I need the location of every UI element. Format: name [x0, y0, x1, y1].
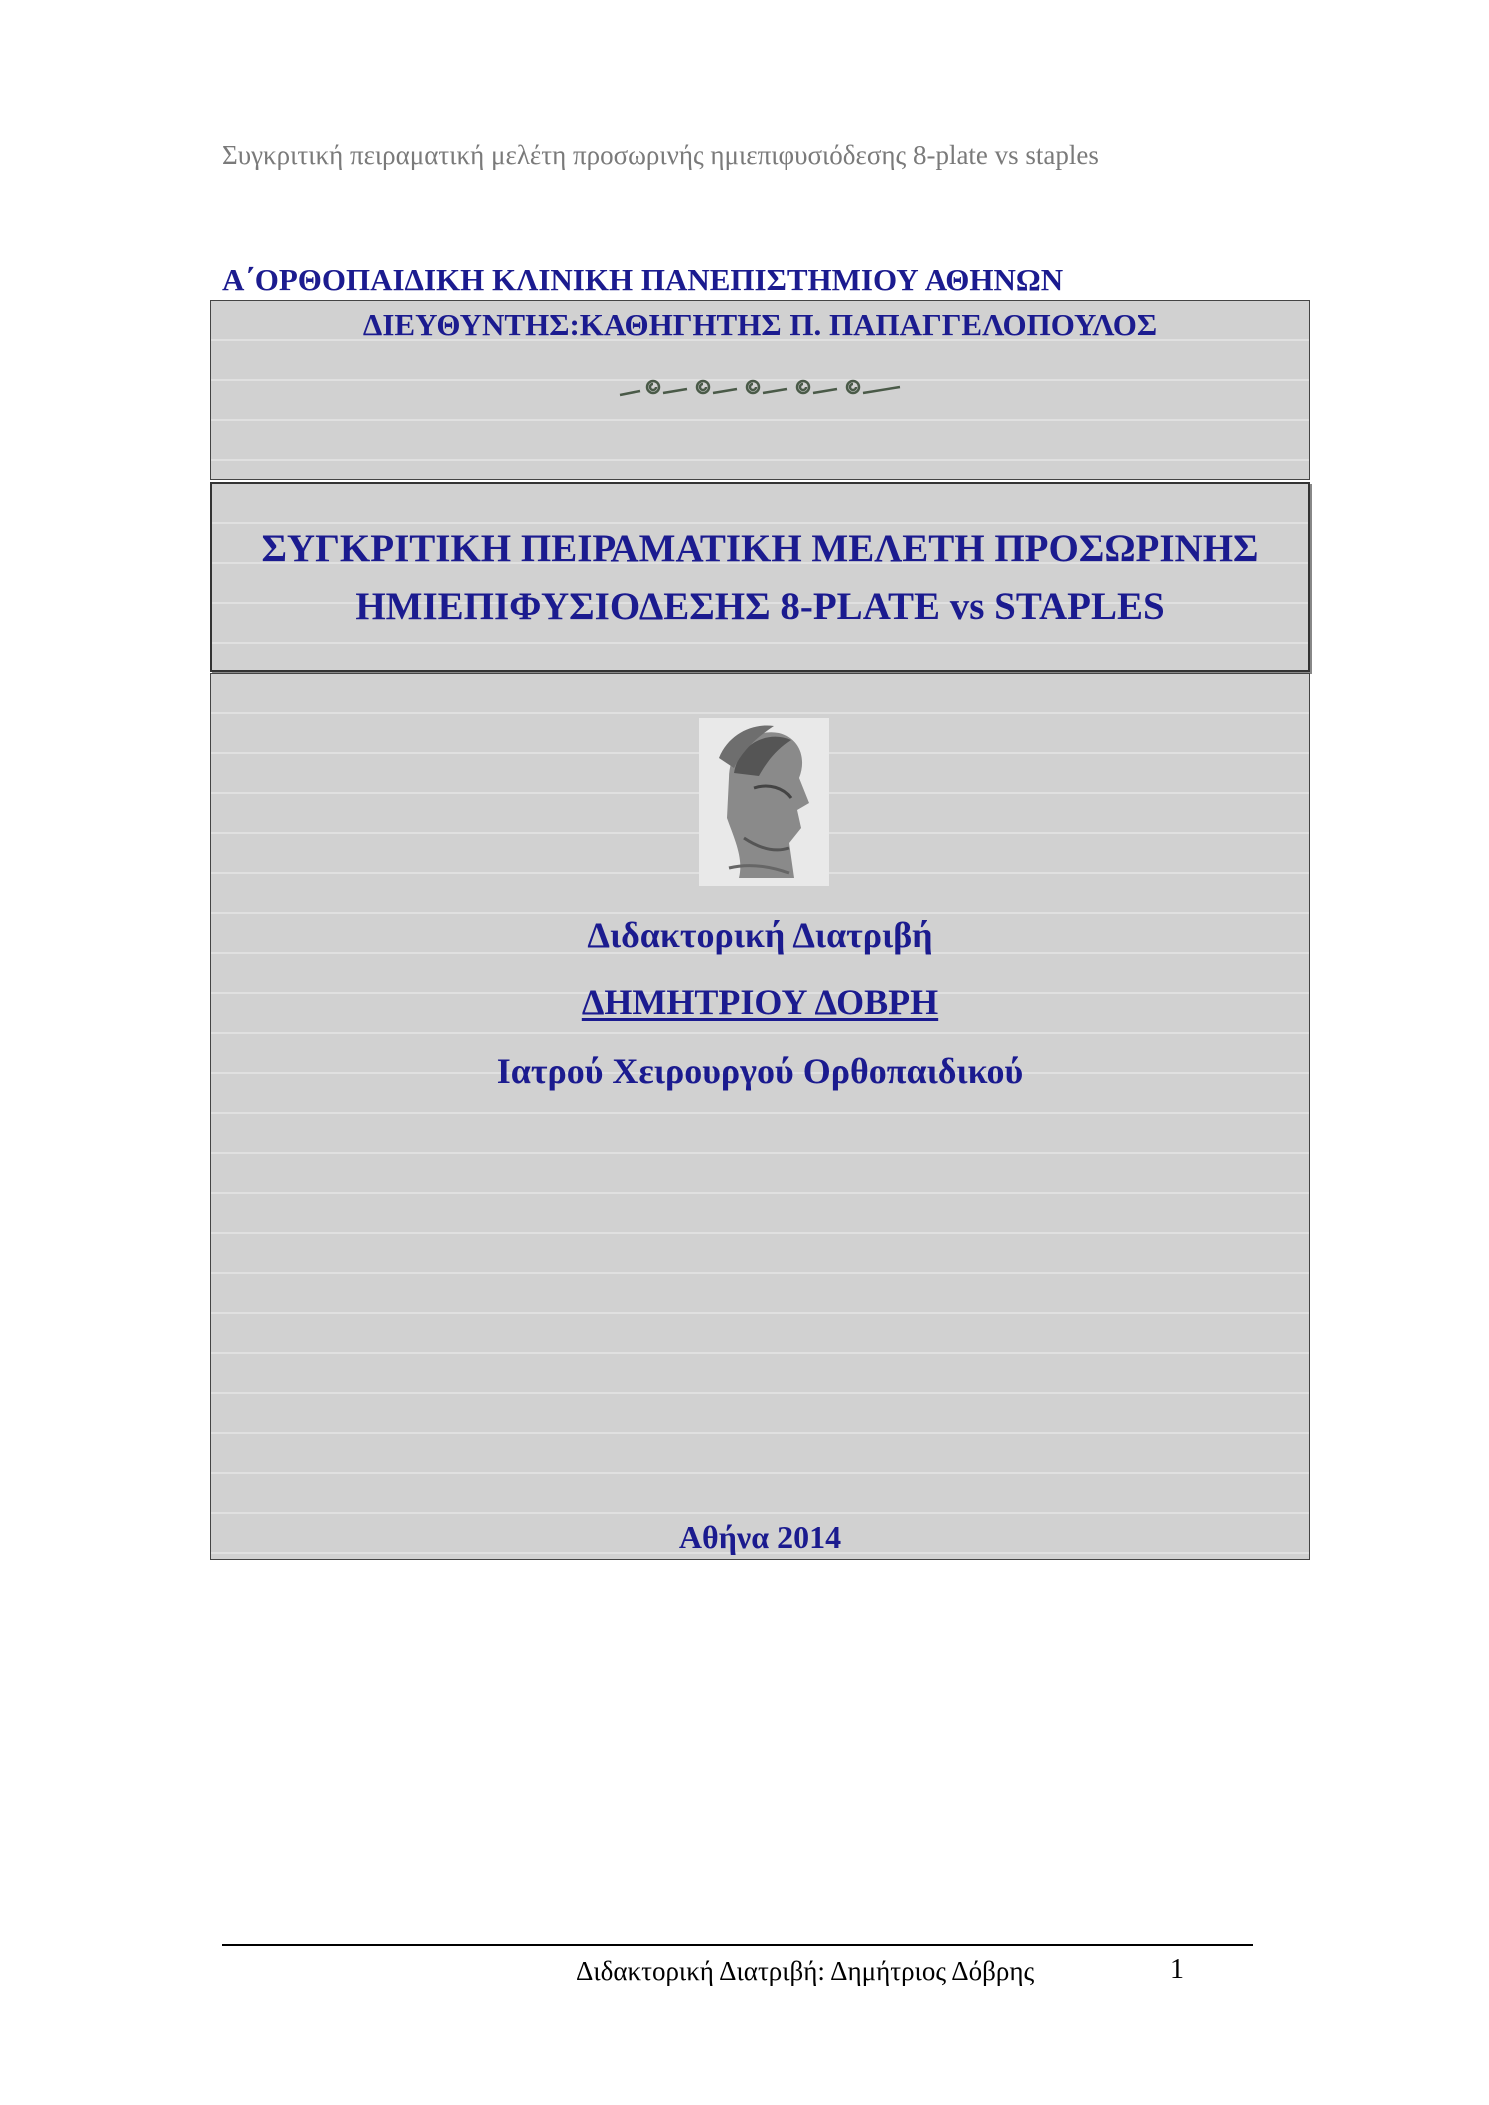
title-box — [210, 482, 1310, 672]
author-profession: Ιατρού Χειρουργού Ορθοπαιδικού — [496, 1051, 1024, 1091]
title-line-1: ΣΥΓΚΡΙΤΙΚΗ ΠΕΙΡΑΜΑΤΙΚΗ ΜΕΛΕΤΗ ΠΡΟΣΩΡΙΝΗΣ — [261, 527, 1259, 570]
greek-wave-ornament-icon — [211, 373, 1309, 403]
page-number: 1 — [1170, 1954, 1184, 1985]
clinic-name: Α΄ΟΡΘΟΠΑΙΔΙΚΗ ΚΛΙΝΙΚΗ ΠΑΝΕΠΙΣΤΗΜΙΟΥ ΑΘΗΝΩΝ — [222, 262, 1064, 297]
city-year: Αθήνα 2014 — [678, 1519, 842, 1555]
cover-boxes — [210, 300, 1310, 1560]
thesis-type: Διδακτορική Διατριβή — [587, 915, 933, 955]
footer-text: Διδακτορική Διατριβή: Δημήτριος Δόβρης — [576, 1956, 1035, 1986]
director-line: ΔΙΕΥΘΥΝΤΗΣ:ΚΑΘΗΓΗΤΗΣ Π. ΠΑΠΑΓΓΕΛΟΠΟΥΛΟΣ — [362, 307, 1158, 342]
running-header: Συγκριτική πειραματική μελέτη προσωρινής ημιεπιφυσιόδεσης 8-plate vs staples — [222, 140, 1099, 170]
director-box — [210, 300, 1310, 480]
title-line-2: ΗΜΙΕΠΙΦΥΣΙΟΔΕΣΗΣ 8-PLATE vs STAPLES — [355, 585, 1165, 628]
footer-divider — [222, 1944, 1253, 1946]
athena-emblem-icon — [699, 718, 829, 886]
thesis-box — [210, 673, 1310, 1560]
author-name: ΔΗΜΗΤΡΙΟΥ ΔΟΒΡΗ — [581, 982, 939, 1022]
